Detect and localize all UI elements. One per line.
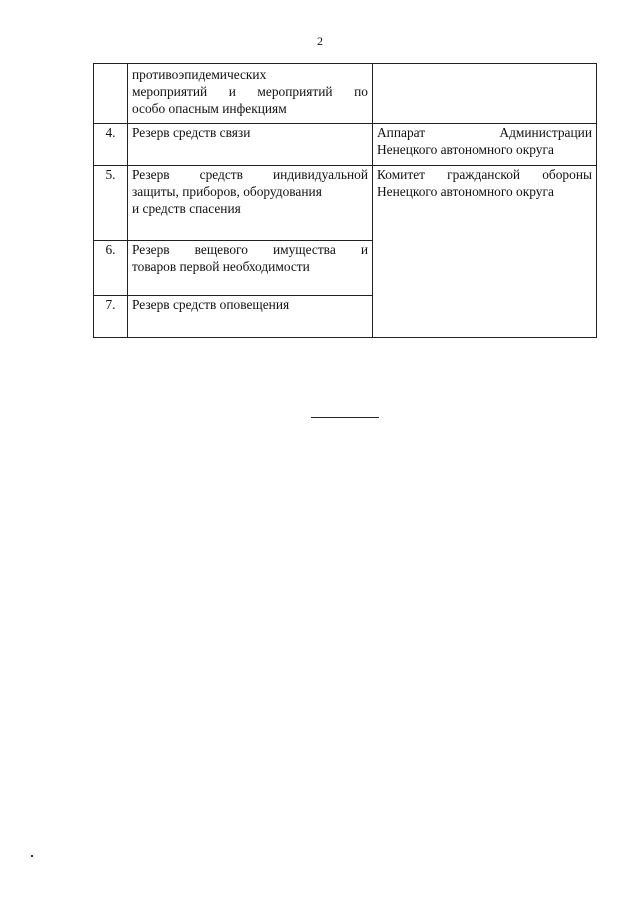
responsible-line: Ненецкого автономного округа [377, 142, 554, 157]
reserve-name-line: Резерв средств индивидуальной [132, 167, 368, 182]
reserve-name-cell: Резерв средств оповещения [128, 296, 373, 338]
responsible-line: Ненецкого автономного округа [377, 184, 554, 199]
responsible-line: Аппарат Администрации [377, 125, 592, 140]
row-number-cell: 5. [94, 166, 128, 241]
scan-artifact-dot [31, 855, 33, 857]
reserves-table [93, 63, 597, 338]
reserve-name-cell [128, 64, 373, 124]
reserve-name-cell [128, 241, 373, 296]
row-number-cell: 7. [94, 296, 128, 338]
reserve-name-cell: Резерв средств связи [128, 124, 373, 166]
table-row-continuation [94, 64, 597, 124]
reserve-name-cell [128, 166, 373, 241]
reserve-name-line: мероприятий и мероприятий по [132, 84, 368, 99]
reserve-name-line: и средств спасения [132, 201, 241, 216]
reserve-name-line: товаров первой необходимости [132, 259, 310, 274]
page-number: 2 [317, 34, 323, 48]
table-row [94, 166, 597, 241]
reserve-name-line: Резерв вещевого имущества и [132, 242, 368, 257]
row-number-cell: 6. [94, 241, 128, 296]
responsible-cell [373, 124, 597, 166]
end-of-document-rule [311, 417, 379, 418]
responsible-cell [373, 64, 597, 124]
reserve-name-line: защиты, приборов, оборудования [132, 184, 322, 199]
responsible-line: Комитет гражданской обороны [377, 167, 592, 182]
reserve-name-line: противоэпидемических [132, 67, 267, 82]
row-number-cell: 4. [94, 124, 128, 166]
table-row [94, 124, 597, 166]
reserve-name-line: особо опасным инфекциям [132, 101, 287, 116]
responsible-cell [373, 166, 597, 338]
row-number-cell [94, 64, 128, 124]
